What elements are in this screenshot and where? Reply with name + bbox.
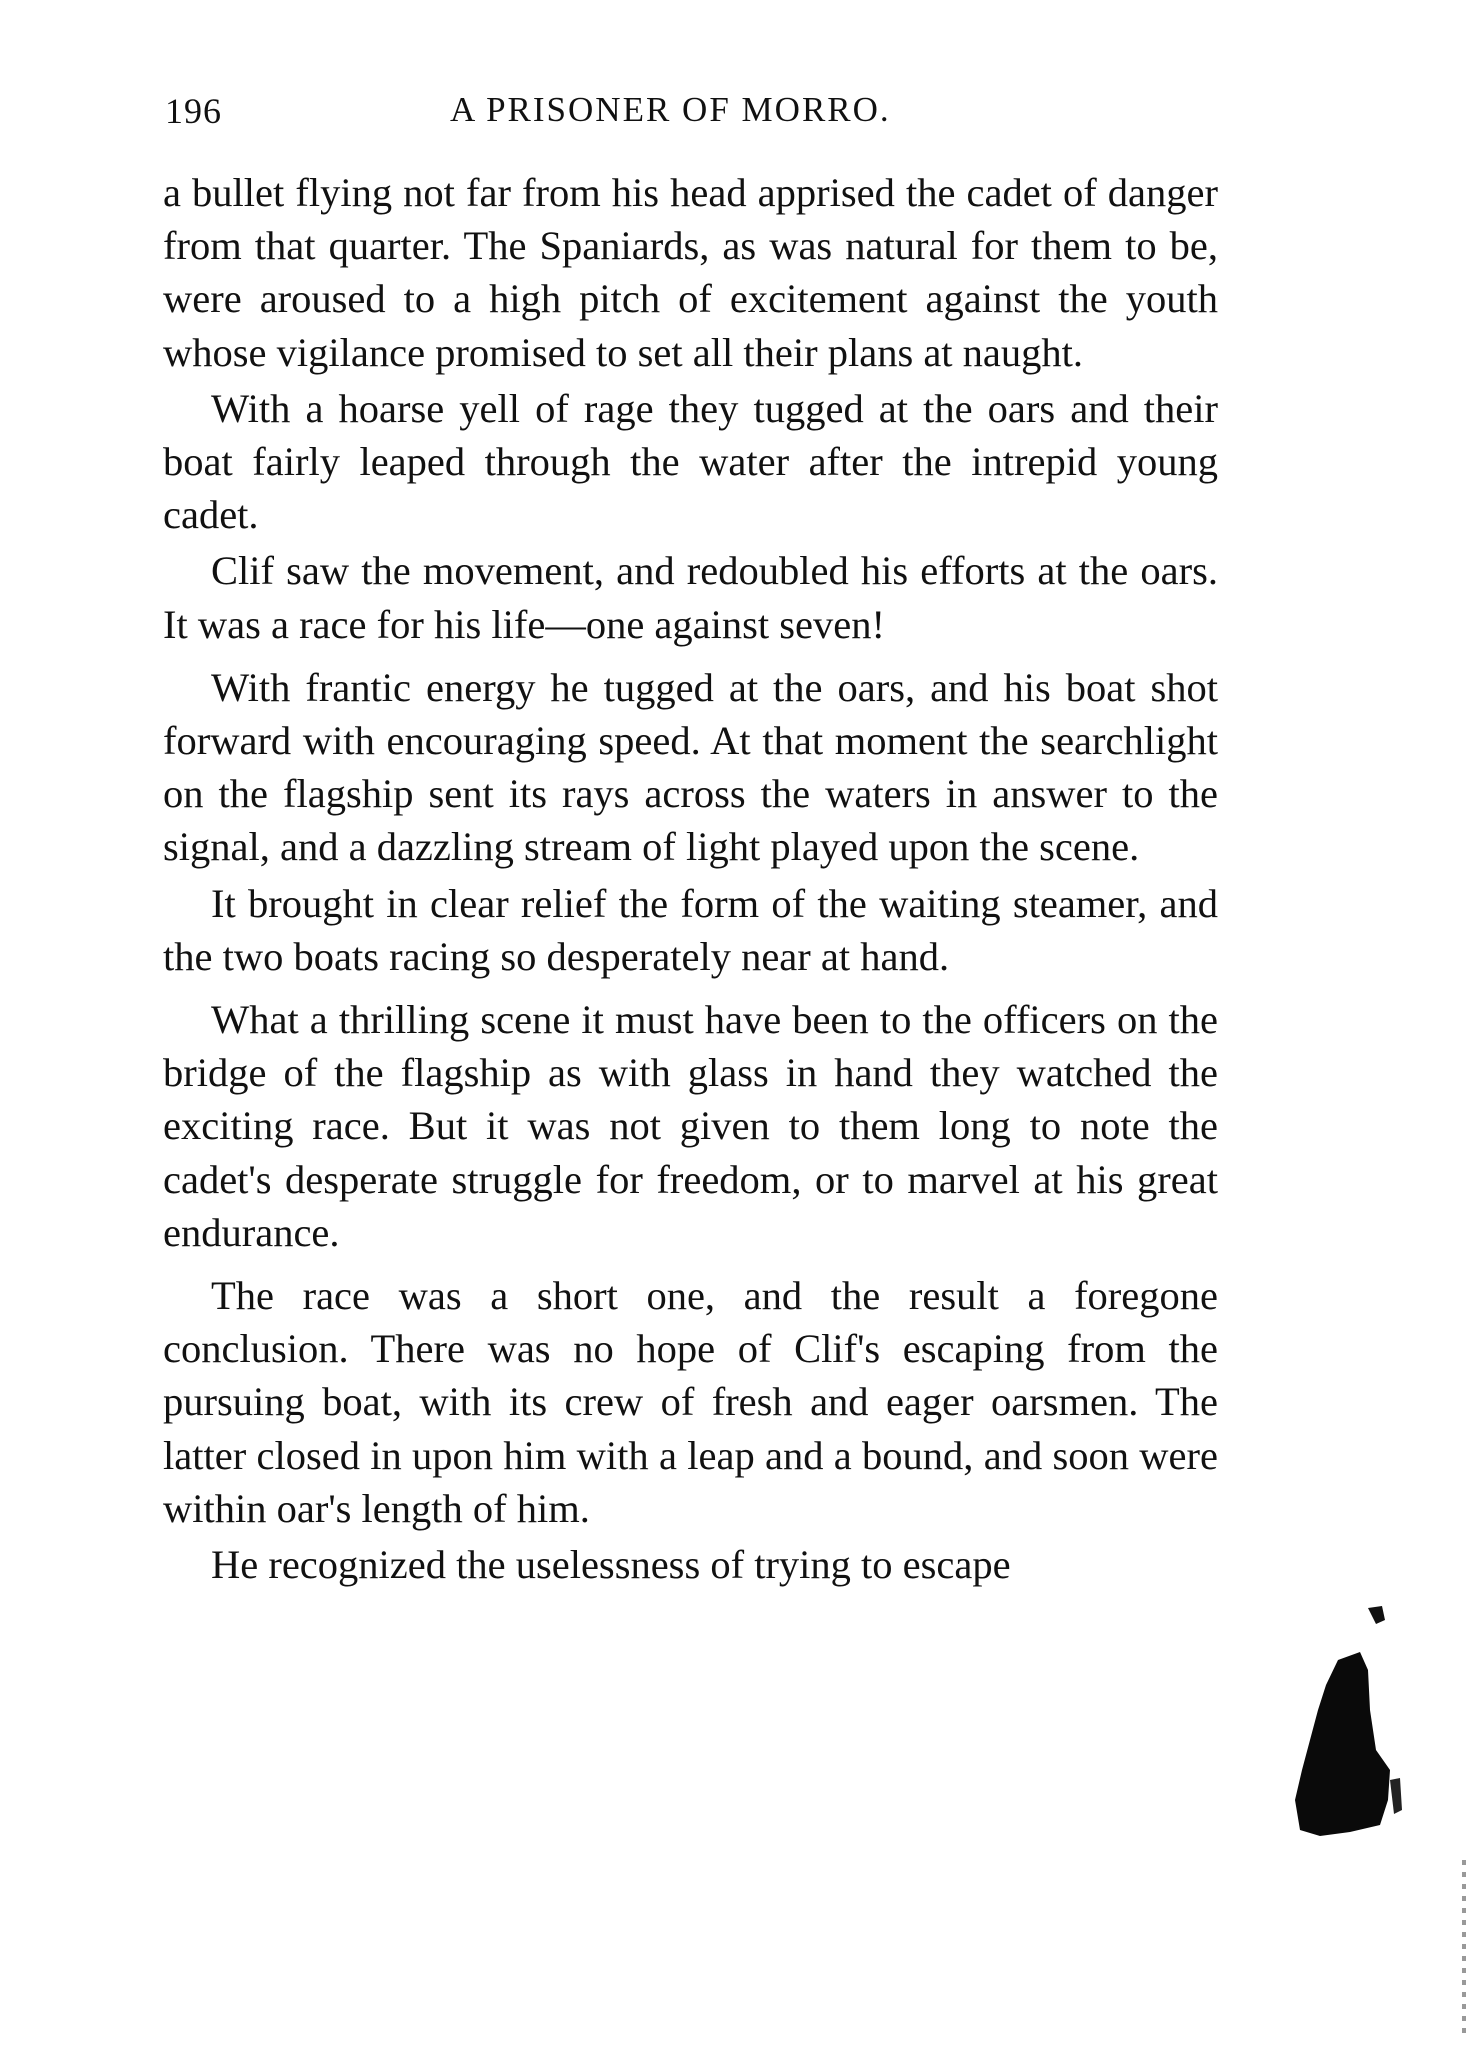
page-header [165,90,1235,150]
paragraph-8: He recognized the uselessness of trying to escape [211,1542,1011,1588]
page-number: 196 [165,91,222,131]
paragraph-6: What a thrilling scene it must have been to the officers on the bridge of the flagship as with glass in hand they watched the exciting race. But it was not given to them long to note the cadet's desperate struggle for freedom, or to marvel at his great endurance. [163,997,1218,1255]
paragraph-1: a bullet flying not far from his head apprised the cadet of danger from that quarter. The Spaniards, as was natural for them to be, were aroused to a high pitch of excitement against the youth whose vigilance promised to set all their plans at naught. [163,170,1218,375]
paragraph-3: Clif saw the movement, and redoubled his efforts at the oars. It was a race for his life—one against seven! [163,548,1218,647]
scan-artifact-blot [1290,1600,1405,1840]
running-head: A PRISONER OF MORRO. [450,90,891,129]
paragraph-2: With a hoarse yell of rage they tugged at the oars and their boat fairly leaped through the water after the intrepid young cadet. [163,385,1218,538]
body-text [163,166,1218,1591]
scan-edge-marks [1462,1860,1466,2040]
paragraph-5: It brought in clear relief the form of the waiting steamer, and the two boats racing so desperately near at hand. [163,880,1218,979]
paragraph-4: With frantic energy he tugged at the oars, and his boat shot forward with encouraging speed. At that moment the searchlight on the flagship sent its rays across the waters in answer to the signal, and a dazzling stream of light played upon the scene. [163,664,1218,870]
paragraph-7: The race was a short one, and the result a foregone conclusion. There was no hope of Clif's escaping from the pursuing boat, with its crew of fresh and eager oarsmen. The latter closed in upon him with a leap and a bound, and soon were within oar's length of him. [163,1273,1218,1531]
